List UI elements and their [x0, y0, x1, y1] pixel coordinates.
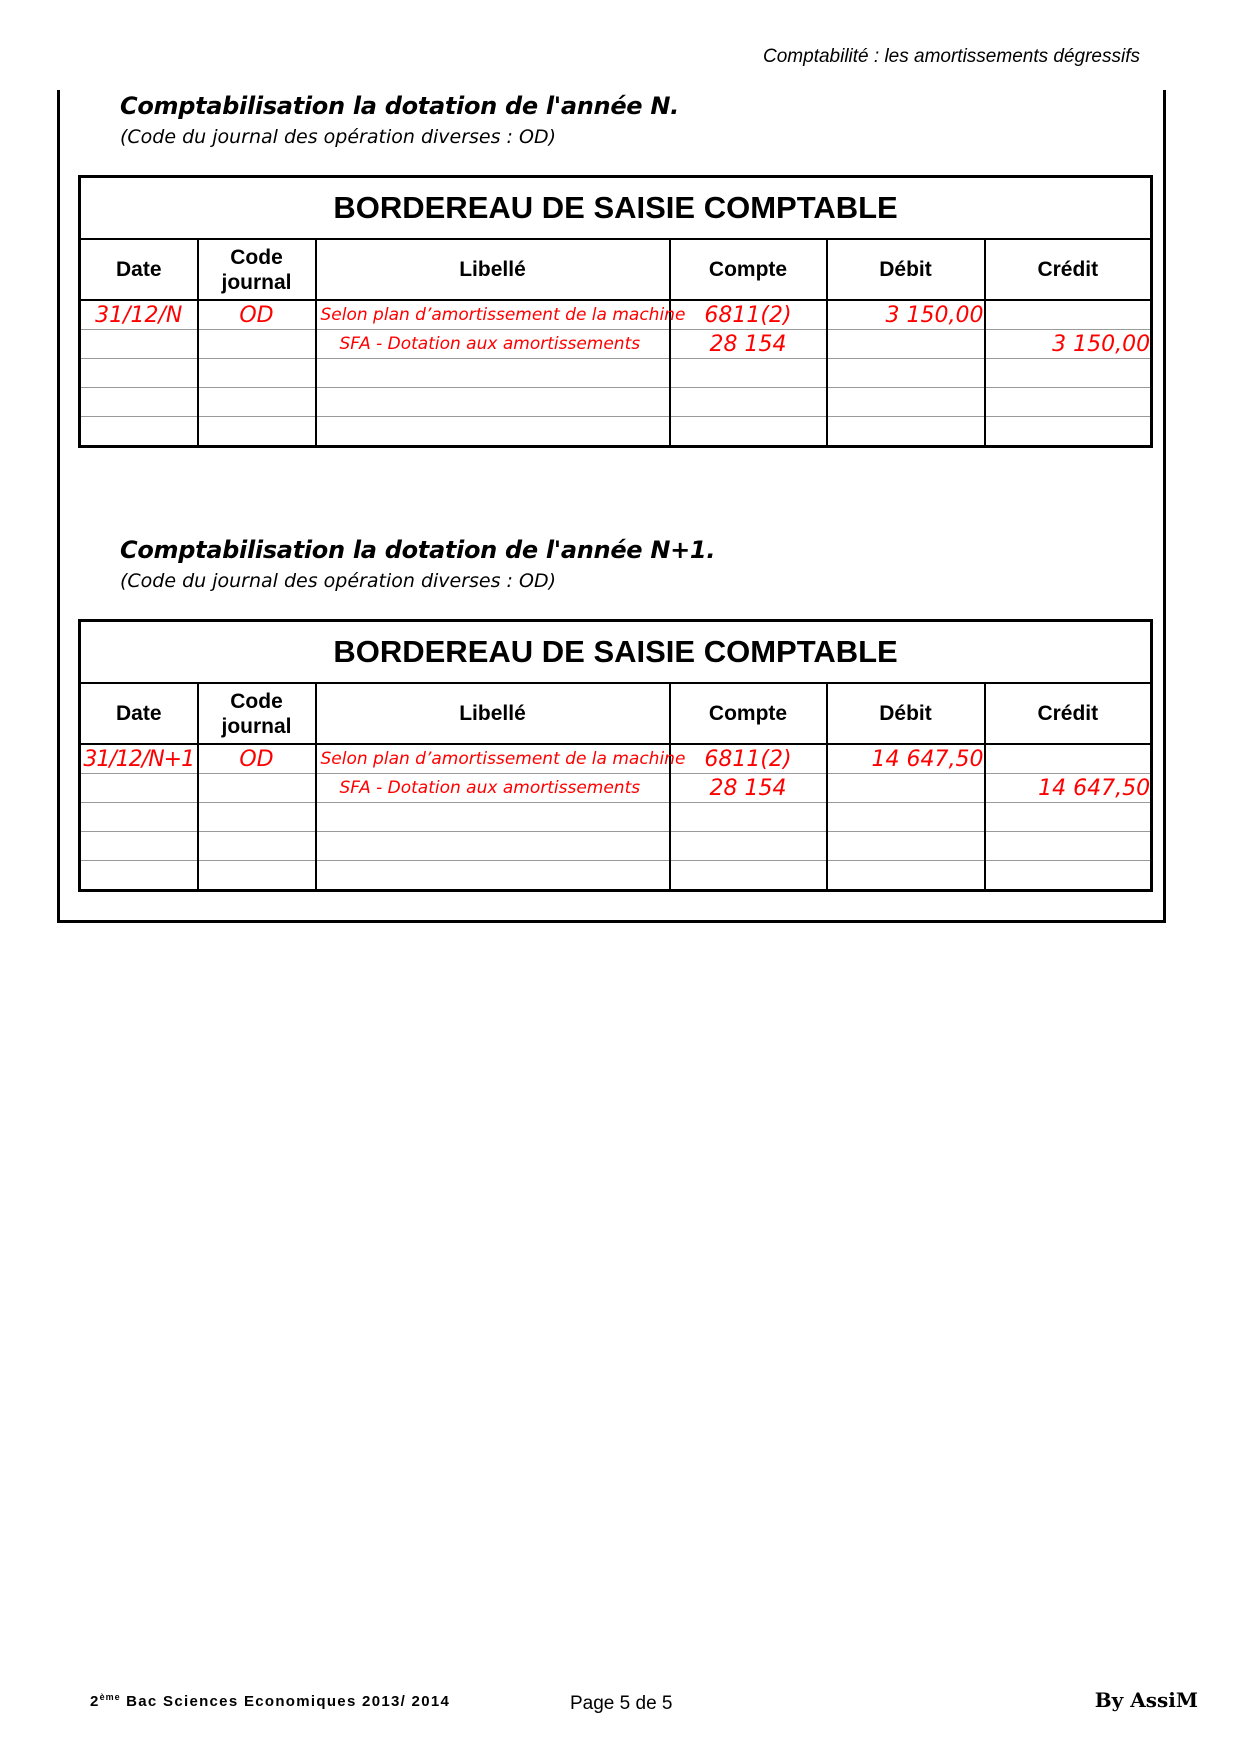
cell-date: 31/12/N — [80, 300, 198, 330]
cell-debit — [827, 359, 985, 388]
table-row — [80, 744, 1152, 774]
cell-date: 31/12/N+1 — [80, 744, 198, 774]
cell-debit: 14 647,50 — [827, 744, 985, 774]
column-header-date: Date — [80, 683, 198, 744]
table-row — [80, 803, 1152, 832]
cell-debit — [827, 803, 985, 832]
cell-compte: 28 154 — [670, 330, 827, 359]
section-note: (Code du journal des opération diverses : OD) — [120, 126, 556, 148]
table-row — [80, 300, 1152, 330]
column-header-libelle: Libellé — [316, 683, 670, 744]
cell-credit — [985, 832, 1152, 861]
cell-code — [198, 774, 316, 803]
cell-libelle: SFA - Dotation aux amortissements — [316, 774, 670, 803]
cell-credit — [985, 417, 1152, 447]
cell-code — [198, 330, 316, 359]
cell-date — [80, 774, 198, 803]
table-row — [80, 774, 1152, 803]
column-header-code-journal: Code journal — [198, 683, 316, 744]
footer-author: By AssiM — [1094, 1688, 1198, 1712]
cell-libelle: Selon plan d’amortissement de la machine — [316, 300, 670, 330]
cell-date — [80, 803, 198, 832]
cell-compte — [670, 388, 827, 417]
bordereau-table — [78, 619, 1153, 892]
cell-libelle — [316, 832, 670, 861]
cell-date — [80, 417, 198, 447]
cell-debit — [827, 330, 985, 359]
cell-libelle: Selon plan d’amortissement de la machine — [316, 744, 670, 774]
cell-compte: 28 154 — [670, 774, 827, 803]
page-number: Page 5 de 5 — [570, 1693, 673, 1714]
cell-code: OD — [198, 300, 316, 330]
cell-debit — [827, 417, 985, 447]
cell-date — [80, 359, 198, 388]
table-row — [80, 330, 1152, 359]
table-row — [80, 832, 1152, 861]
cell-code: OD — [198, 744, 316, 774]
cell-credit — [985, 803, 1152, 832]
cell-debit — [827, 832, 985, 861]
cell-libelle — [316, 417, 670, 447]
cell-libelle: SFA - Dotation aux amortissements — [316, 330, 670, 359]
cell-credit: 14 647,50 — [985, 774, 1152, 803]
table-title: BORDEREAU DE SAISIE COMPTABLE — [80, 621, 1152, 684]
table-row — [80, 359, 1152, 388]
bordereau-table — [78, 175, 1153, 448]
cell-date — [80, 330, 198, 359]
cell-debit — [827, 774, 985, 803]
cell-libelle — [316, 803, 670, 832]
table-row — [80, 417, 1152, 447]
cell-compte — [670, 417, 827, 447]
section-note: (Code du journal des opération diverses : OD) — [120, 570, 556, 592]
cell-compte: 6811(2) — [670, 744, 827, 774]
cell-date — [80, 388, 198, 417]
column-header-compte: Compte — [670, 683, 827, 744]
cell-compte — [670, 359, 827, 388]
cell-date — [80, 861, 198, 891]
cell-credit — [985, 388, 1152, 417]
cell-debit: 3 150,00 — [827, 300, 985, 330]
cell-compte — [670, 803, 827, 832]
section-title: Comptabilisation la dotation de l'année N+1. — [120, 536, 716, 564]
column-header-credit: Crédit — [985, 683, 1152, 744]
cell-debit — [827, 861, 985, 891]
page-header-title: Comptabilité : les amortissements dégressifs — [763, 46, 1140, 67]
column-header-code-journal: Code journal — [198, 239, 316, 300]
cell-compte: 6811(2) — [670, 300, 827, 330]
section-title: Comptabilisation la dotation de l'année N. — [120, 92, 679, 120]
cell-credit — [985, 300, 1152, 330]
footer-level: 2ème Bac Sciences Economiques 2013/ 2014 — [90, 1692, 451, 1710]
cell-code — [198, 832, 316, 861]
column-header-credit: Crédit — [985, 239, 1152, 300]
cell-credit — [985, 744, 1152, 774]
cell-credit — [985, 359, 1152, 388]
table-row — [80, 388, 1152, 417]
cell-code — [198, 861, 316, 891]
cell-credit: 3 150,00 — [985, 330, 1152, 359]
cell-compte — [670, 861, 827, 891]
cell-code — [198, 388, 316, 417]
cell-date — [80, 832, 198, 861]
cell-libelle — [316, 861, 670, 891]
cell-credit — [985, 861, 1152, 891]
cell-libelle — [316, 388, 670, 417]
cell-debit — [827, 388, 985, 417]
cell-code — [198, 803, 316, 832]
cell-code — [198, 359, 316, 388]
cell-libelle — [316, 359, 670, 388]
cell-code — [198, 417, 316, 447]
cell-compte — [670, 832, 827, 861]
column-header-libelle: Libellé — [316, 239, 670, 300]
column-header-debit: Débit — [827, 683, 985, 744]
column-header-date: Date — [80, 239, 198, 300]
column-header-compte: Compte — [670, 239, 827, 300]
column-header-debit: Débit — [827, 239, 985, 300]
table-row — [80, 861, 1152, 891]
table-title: BORDEREAU DE SAISIE COMPTABLE — [80, 177, 1152, 240]
